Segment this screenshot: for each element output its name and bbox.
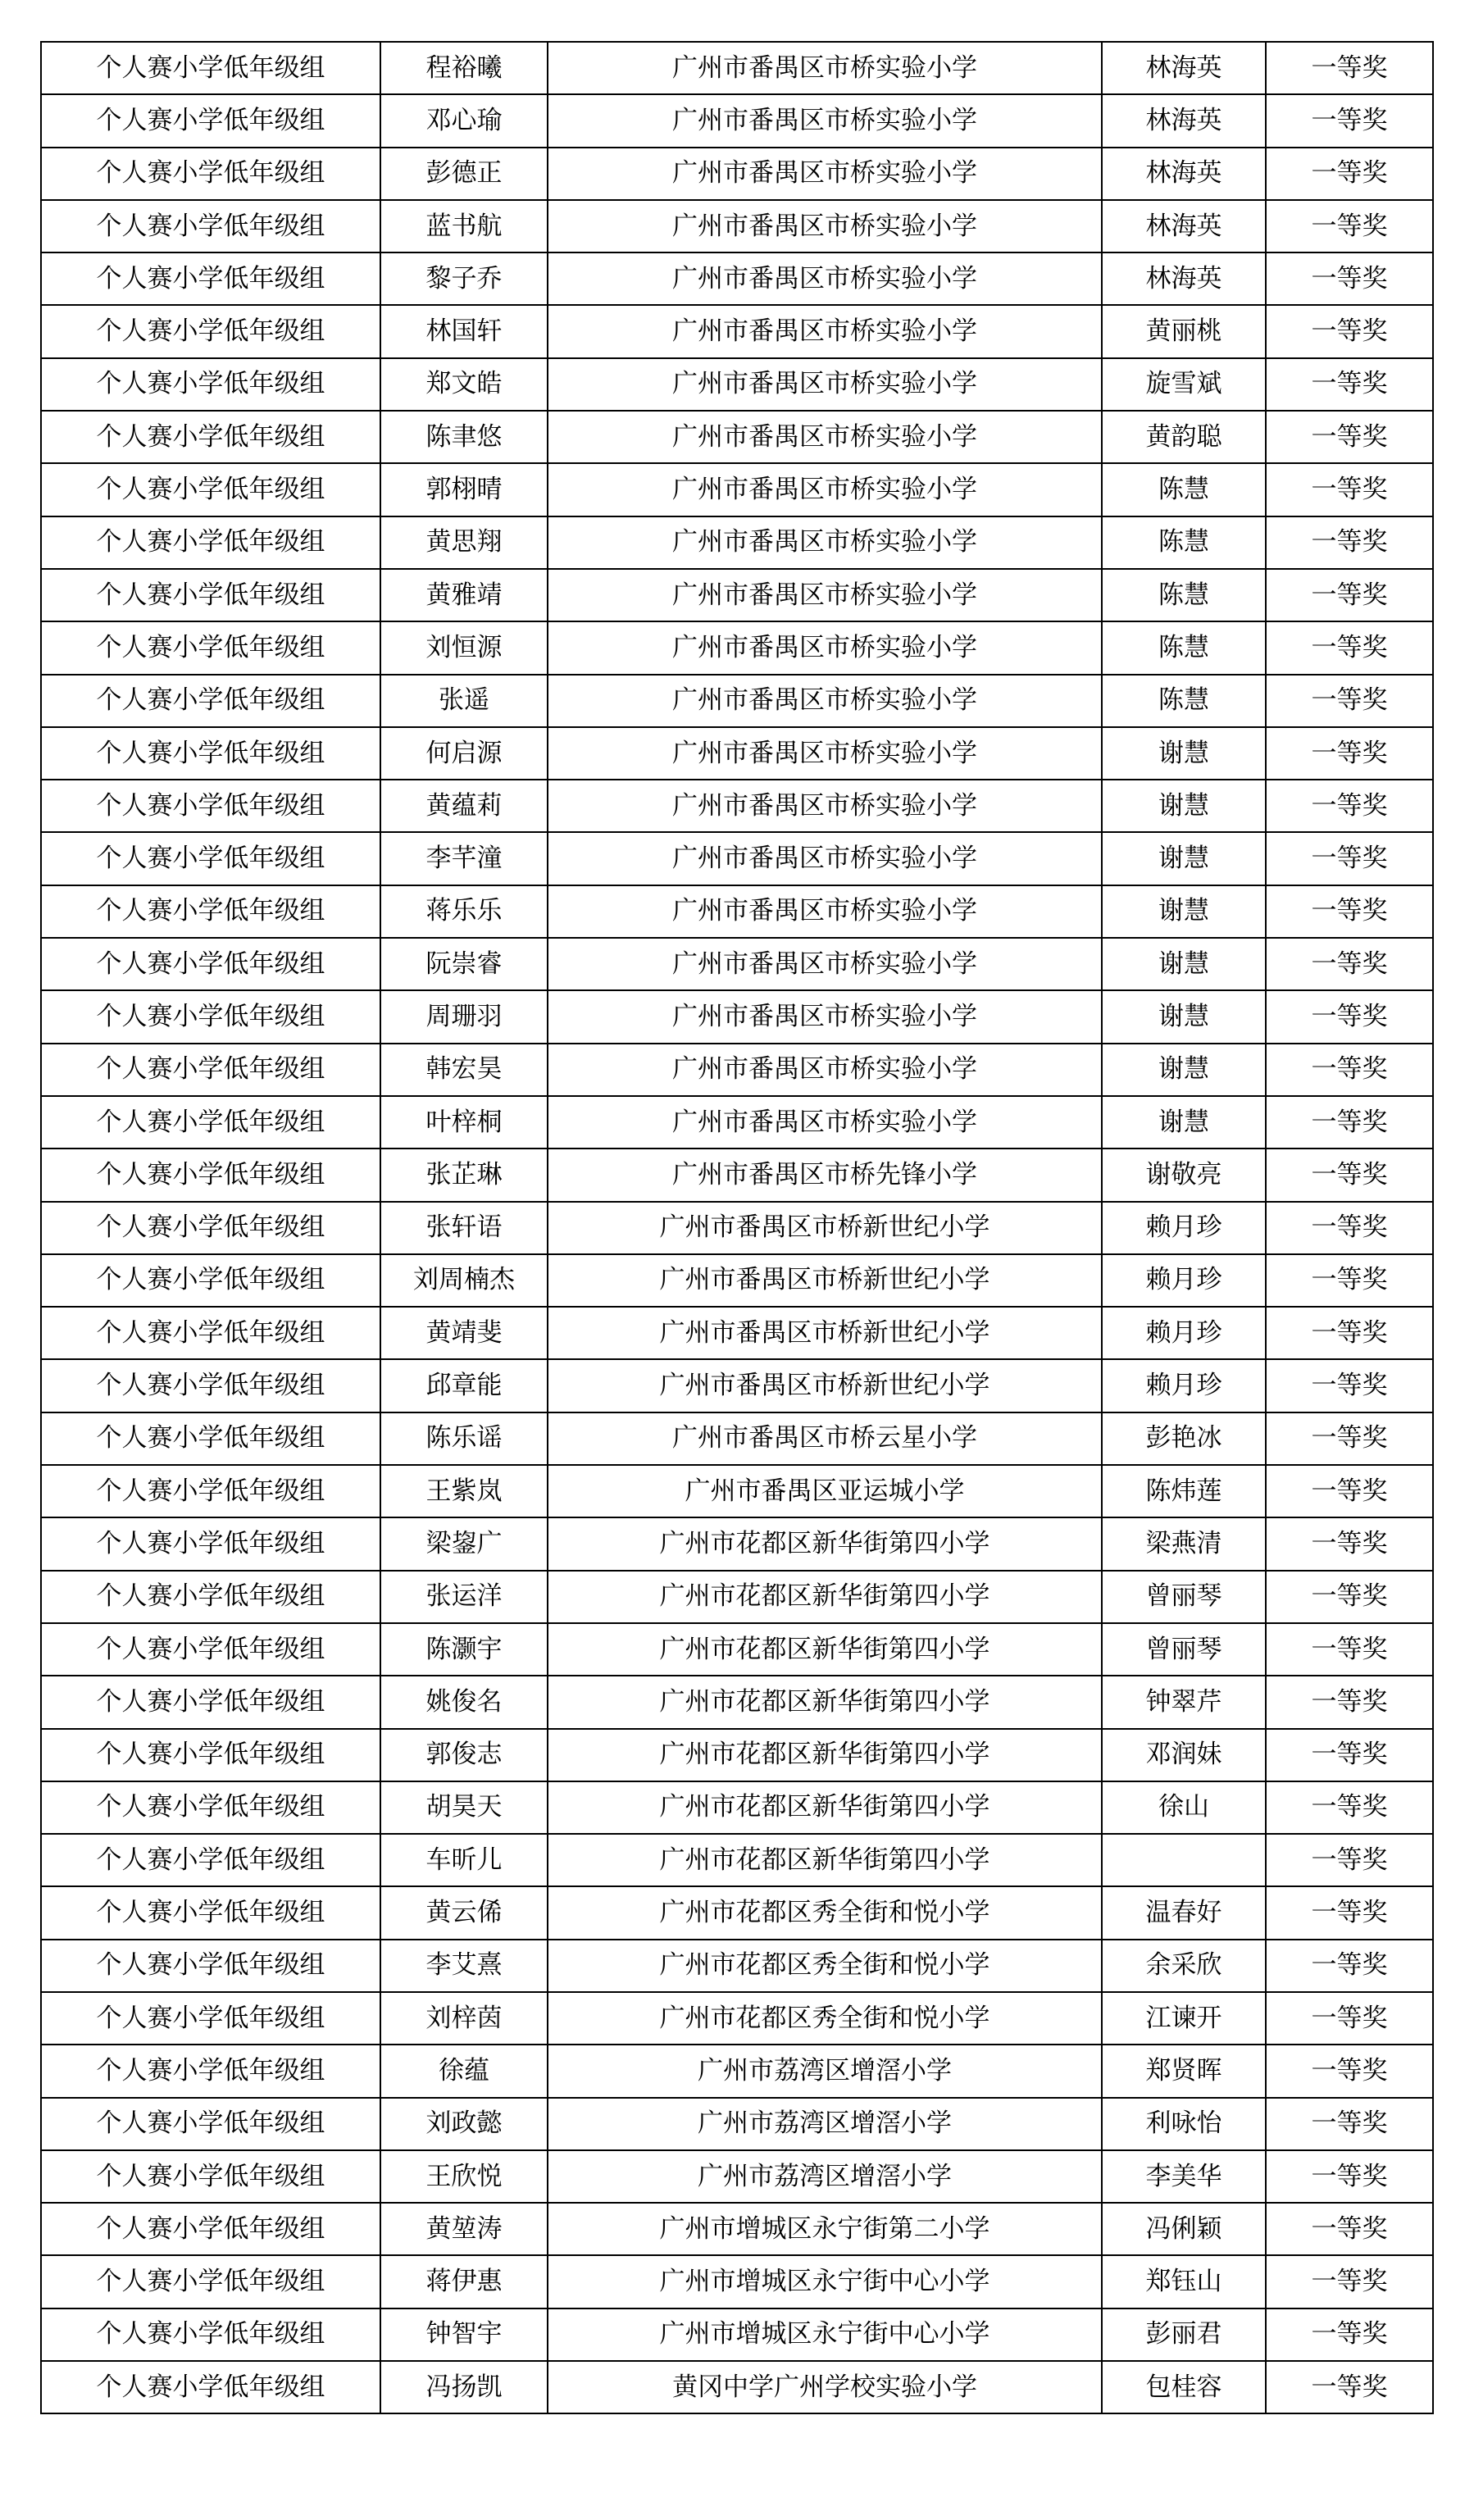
student-name-cell: 何启源 — [380, 727, 548, 780]
school-cell: 广州市番禺区市桥实验小学 — [548, 621, 1102, 674]
teacher-cell: 陈炜莲 — [1102, 1465, 1266, 1517]
student-name-cell: 陈乐谣 — [380, 1412, 548, 1465]
student-name-cell: 邓心瑜 — [380, 94, 548, 147]
student-name-cell: 彭德正 — [380, 148, 548, 200]
student-name-cell: 车昕儿 — [380, 1834, 548, 1886]
school-cell: 广州市番禺区市桥实验小学 — [548, 1096, 1102, 1149]
award-cell: 一等奖 — [1266, 938, 1433, 990]
school-cell: 广州市荔湾区增滘小学 — [548, 2098, 1102, 2150]
table-row — [41, 938, 1433, 990]
school-cell: 广州市番禺区市桥实验小学 — [548, 94, 1102, 147]
table-row — [41, 1096, 1433, 1149]
category-cell: 个人赛小学低年级组 — [41, 2308, 380, 2361]
table-row — [41, 990, 1433, 1043]
teacher-cell: 谢慧 — [1102, 1096, 1266, 1149]
student-name-cell: 冯扬凯 — [380, 2361, 548, 2413]
table-row — [41, 1465, 1433, 1517]
award-cell: 一等奖 — [1266, 2045, 1433, 2097]
category-cell: 个人赛小学低年级组 — [41, 885, 380, 938]
student-name-cell: 黄靖斐 — [380, 1307, 548, 1359]
award-cell: 一等奖 — [1266, 2361, 1433, 2413]
teacher-cell: 余采欣 — [1102, 1940, 1266, 1992]
category-cell: 个人赛小学低年级组 — [41, 2255, 380, 2308]
category-cell: 个人赛小学低年级组 — [41, 1886, 380, 1939]
student-name-cell: 黄堃涛 — [380, 2203, 548, 2255]
award-cell: 一等奖 — [1266, 94, 1433, 147]
student-name-cell: 徐蕴 — [380, 2045, 548, 2097]
student-name-cell: 胡昊天 — [380, 1781, 548, 1834]
category-cell: 个人赛小学低年级组 — [41, 1940, 380, 1992]
table-row — [41, 516, 1433, 569]
school-cell: 广州市番禺区市桥云星小学 — [548, 1412, 1102, 1465]
school-cell: 广州市番禺区市桥先锋小学 — [548, 1149, 1102, 1201]
school-cell: 广州市番禺区市桥实验小学 — [548, 148, 1102, 200]
student-name-cell: 郭俊志 — [380, 1729, 548, 1781]
school-cell: 广州市花都区秀全街和悦小学 — [548, 1992, 1102, 2045]
student-name-cell: 蒋伊惠 — [380, 2255, 548, 2308]
student-name-cell: 郭栩晴 — [380, 463, 548, 516]
award-cell: 一等奖 — [1266, 885, 1433, 938]
student-name-cell: 郑文皓 — [380, 358, 548, 411]
award-cell: 一等奖 — [1266, 1886, 1433, 1939]
category-cell: 个人赛小学低年级组 — [41, 832, 380, 885]
award-cell: 一等奖 — [1266, 1307, 1433, 1359]
school-cell: 黄冈中学广州学校实验小学 — [548, 2361, 1102, 2413]
school-cell: 广州市番禺区市桥新世纪小学 — [548, 1202, 1102, 1254]
category-cell: 个人赛小学低年级组 — [41, 621, 380, 674]
table-row — [41, 463, 1433, 516]
teacher-cell: 谢慧 — [1102, 1044, 1266, 1096]
category-cell: 个人赛小学低年级组 — [41, 2203, 380, 2255]
award-list-table — [40, 41, 1434, 2414]
category-cell: 个人赛小学低年级组 — [41, 1412, 380, 1465]
student-name-cell: 张轩语 — [380, 1202, 548, 1254]
school-cell: 广州市番禺区市桥实验小学 — [548, 885, 1102, 938]
table-row — [41, 2361, 1433, 2413]
teacher-cell: 黄丽桃 — [1102, 305, 1266, 357]
student-name-cell: 邱章能 — [380, 1359, 548, 1412]
school-cell: 广州市番禺区市桥实验小学 — [548, 990, 1102, 1043]
teacher-cell: 包桂容 — [1102, 2361, 1266, 2413]
table-row — [41, 1412, 1433, 1465]
table-row — [41, 2203, 1433, 2255]
teacher-cell: 林海英 — [1102, 148, 1266, 200]
teacher-cell: 黄韵聪 — [1102, 411, 1266, 463]
student-name-cell: 刘梓茵 — [380, 1992, 548, 2045]
table-row — [41, 885, 1433, 938]
teacher-cell: 赖月珍 — [1102, 1202, 1266, 1254]
student-name-cell: 王欣悦 — [380, 2150, 548, 2203]
school-cell: 广州市番禺区市桥实验小学 — [548, 1044, 1102, 1096]
award-cell: 一等奖 — [1266, 1096, 1433, 1149]
teacher-cell: 谢慧 — [1102, 780, 1266, 832]
award-cell: 一等奖 — [1266, 1465, 1433, 1517]
table-row — [41, 675, 1433, 727]
award-cell: 一等奖 — [1266, 1517, 1433, 1570]
award-cell: 一等奖 — [1266, 1940, 1433, 1992]
category-cell: 个人赛小学低年级组 — [41, 780, 380, 832]
school-cell: 广州市番禺区市桥实验小学 — [548, 200, 1102, 252]
teacher-cell: 彭艳冰 — [1102, 1412, 1266, 1465]
award-cell: 一等奖 — [1266, 516, 1433, 569]
teacher-cell: 陈慧 — [1102, 621, 1266, 674]
table-row — [41, 2255, 1433, 2308]
table-row — [41, 1623, 1433, 1676]
school-cell: 广州市花都区新华街第四小学 — [548, 1676, 1102, 1728]
category-cell: 个人赛小学低年级组 — [41, 1044, 380, 1096]
award-cell: 一等奖 — [1266, 463, 1433, 516]
table-row — [41, 1781, 1433, 1834]
award-cell: 一等奖 — [1266, 2150, 1433, 2203]
teacher-cell: 曾丽琴 — [1102, 1623, 1266, 1676]
award-cell: 一等奖 — [1266, 990, 1433, 1043]
category-cell: 个人赛小学低年级组 — [41, 305, 380, 357]
category-cell: 个人赛小学低年级组 — [41, 1992, 380, 2045]
student-name-cell: 陈灏宇 — [380, 1623, 548, 1676]
award-cell: 一等奖 — [1266, 1149, 1433, 1201]
student-name-cell: 韩宏昊 — [380, 1044, 548, 1096]
category-cell: 个人赛小学低年级组 — [41, 1359, 380, 1412]
student-name-cell: 李艾熹 — [380, 1940, 548, 1992]
award-cell: 一等奖 — [1266, 2098, 1433, 2150]
teacher-cell: 徐山 — [1102, 1781, 1266, 1834]
teacher-cell: 谢慧 — [1102, 832, 1266, 885]
category-cell: 个人赛小学低年级组 — [41, 2045, 380, 2097]
teacher-cell: 冯俐颖 — [1102, 2203, 1266, 2255]
award-cell: 一等奖 — [1266, 1781, 1433, 1834]
student-name-cell: 叶梓桐 — [380, 1096, 548, 1149]
award-cell: 一等奖 — [1266, 1044, 1433, 1096]
teacher-cell: 陈慧 — [1102, 463, 1266, 516]
award-cell: 一等奖 — [1266, 1412, 1433, 1465]
teacher-cell: 谢敬亮 — [1102, 1149, 1266, 1201]
student-name-cell: 黄雅靖 — [380, 569, 548, 621]
award-cell: 一等奖 — [1266, 358, 1433, 411]
school-cell: 广州市番禺区市桥实验小学 — [548, 252, 1102, 305]
school-cell: 广州市番禺区市桥实验小学 — [548, 411, 1102, 463]
table-row — [41, 832, 1433, 885]
school-cell: 广州市花都区新华街第四小学 — [548, 1729, 1102, 1781]
table-row — [41, 1254, 1433, 1307]
award-cell: 一等奖 — [1266, 1623, 1433, 1676]
teacher-cell: 陈慧 — [1102, 569, 1266, 621]
table-row — [41, 1307, 1433, 1359]
award-cell: 一等奖 — [1266, 305, 1433, 357]
table-row — [41, 148, 1433, 200]
school-cell: 广州市花都区新华街第四小学 — [548, 1623, 1102, 1676]
table-row — [41, 42, 1433, 94]
award-cell: 一等奖 — [1266, 1254, 1433, 1307]
teacher-cell: 谢慧 — [1102, 990, 1266, 1043]
teacher-cell: 谢慧 — [1102, 727, 1266, 780]
school-cell: 广州市花都区新华街第四小学 — [548, 1571, 1102, 1623]
category-cell: 个人赛小学低年级组 — [41, 1149, 380, 1201]
teacher-cell: 旋雪斌 — [1102, 358, 1266, 411]
award-cell: 一等奖 — [1266, 727, 1433, 780]
teacher-cell: 邓润妹 — [1102, 1729, 1266, 1781]
table-row — [41, 2098, 1433, 2150]
student-name-cell: 梁鋆广 — [380, 1517, 548, 1570]
table-row — [41, 780, 1433, 832]
school-cell: 广州市番禺区市桥实验小学 — [548, 675, 1102, 727]
table-row — [41, 1940, 1433, 1992]
school-cell: 广州市番禺区市桥实验小学 — [548, 305, 1102, 357]
student-name-cell: 姚俊名 — [380, 1676, 548, 1728]
table-row — [41, 1149, 1433, 1201]
school-cell: 广州市番禺区市桥新世纪小学 — [548, 1359, 1102, 1412]
school-cell: 广州市花都区新华街第四小学 — [548, 1781, 1102, 1834]
student-name-cell: 周珊羽 — [380, 990, 548, 1043]
table-row — [41, 1359, 1433, 1412]
award-cell: 一等奖 — [1266, 2255, 1433, 2308]
student-name-cell: 钟智宇 — [380, 2308, 548, 2361]
category-cell: 个人赛小学低年级组 — [41, 1517, 380, 1570]
table-row — [41, 569, 1433, 621]
award-cell: 一等奖 — [1266, 1359, 1433, 1412]
student-name-cell: 刘恒源 — [380, 621, 548, 674]
category-cell: 个人赛小学低年级组 — [41, 990, 380, 1043]
teacher-cell: 赖月珍 — [1102, 1307, 1266, 1359]
table-row — [41, 94, 1433, 147]
award-cell: 一等奖 — [1266, 1729, 1433, 1781]
student-name-cell: 刘周楠杰 — [380, 1254, 548, 1307]
teacher-cell: 赖月珍 — [1102, 1359, 1266, 1412]
student-name-cell: 黄思翔 — [380, 516, 548, 569]
award-cell: 一等奖 — [1266, 621, 1433, 674]
category-cell: 个人赛小学低年级组 — [41, 200, 380, 252]
category-cell: 个人赛小学低年级组 — [41, 938, 380, 990]
award-cell: 一等奖 — [1266, 42, 1433, 94]
teacher-cell: 郑钰山 — [1102, 2255, 1266, 2308]
school-cell: 广州市增城区永宁街中心小学 — [548, 2308, 1102, 2361]
teacher-cell — [1102, 1834, 1266, 1886]
teacher-cell: 梁燕清 — [1102, 1517, 1266, 1570]
award-cell: 一等奖 — [1266, 569, 1433, 621]
table-row — [41, 621, 1433, 674]
category-cell: 个人赛小学低年级组 — [41, 516, 380, 569]
category-cell: 个人赛小学低年级组 — [41, 411, 380, 463]
student-name-cell: 黄蕴莉 — [380, 780, 548, 832]
teacher-cell: 赖月珍 — [1102, 1254, 1266, 1307]
category-cell: 个人赛小学低年级组 — [41, 1729, 380, 1781]
category-cell: 个人赛小学低年级组 — [41, 1096, 380, 1149]
award-cell: 一等奖 — [1266, 1676, 1433, 1728]
category-cell: 个人赛小学低年级组 — [41, 42, 380, 94]
category-cell: 个人赛小学低年级组 — [41, 358, 380, 411]
table-row — [41, 2045, 1433, 2097]
award-cell: 一等奖 — [1266, 780, 1433, 832]
school-cell: 广州市增城区永宁街中心小学 — [548, 2255, 1102, 2308]
award-cell: 一等奖 — [1266, 2203, 1433, 2255]
category-cell: 个人赛小学低年级组 — [41, 1465, 380, 1517]
table-row — [41, 727, 1433, 780]
teacher-cell: 曾丽琴 — [1102, 1571, 1266, 1623]
category-cell: 个人赛小学低年级组 — [41, 1834, 380, 1886]
school-cell: 广州市番禺区市桥实验小学 — [548, 463, 1102, 516]
student-name-cell: 刘政懿 — [380, 2098, 548, 2150]
teacher-cell: 郑贤晖 — [1102, 2045, 1266, 2097]
school-cell: 广州市番禺区市桥实验小学 — [548, 42, 1102, 94]
table-row — [41, 1992, 1433, 2045]
award-cell: 一等奖 — [1266, 675, 1433, 727]
table-row — [41, 1044, 1433, 1096]
category-cell: 个人赛小学低年级组 — [41, 1571, 380, 1623]
award-cell: 一等奖 — [1266, 1571, 1433, 1623]
table-row — [41, 1834, 1433, 1886]
school-cell: 广州市番禺区市桥实验小学 — [548, 780, 1102, 832]
school-cell: 广州市花都区新华街第四小学 — [548, 1834, 1102, 1886]
student-name-cell: 程裕曦 — [380, 42, 548, 94]
student-name-cell: 王紫岚 — [380, 1465, 548, 1517]
school-cell: 广州市番禺区市桥实验小学 — [548, 832, 1102, 885]
category-cell: 个人赛小学低年级组 — [41, 675, 380, 727]
teacher-cell: 江谏开 — [1102, 1992, 1266, 2045]
school-cell: 广州市番禺区市桥新世纪小学 — [548, 1254, 1102, 1307]
student-name-cell: 张芷琳 — [380, 1149, 548, 1201]
school-cell: 广州市番禺区亚运城小学 — [548, 1465, 1102, 1517]
school-cell: 广州市番禺区市桥实验小学 — [548, 938, 1102, 990]
award-cell: 一等奖 — [1266, 148, 1433, 200]
school-cell: 广州市番禺区市桥实验小学 — [548, 569, 1102, 621]
table-row — [41, 1517, 1433, 1570]
teacher-cell: 林海英 — [1102, 42, 1266, 94]
teacher-cell: 钟翠芹 — [1102, 1676, 1266, 1728]
student-name-cell: 黎子乔 — [380, 252, 548, 305]
school-cell: 广州市花都区新华街第四小学 — [548, 1517, 1102, 1570]
table-row — [41, 411, 1433, 463]
table-row — [41, 200, 1433, 252]
category-cell: 个人赛小学低年级组 — [41, 2150, 380, 2203]
category-cell: 个人赛小学低年级组 — [41, 2098, 380, 2150]
category-cell: 个人赛小学低年级组 — [41, 2361, 380, 2413]
teacher-cell: 林海英 — [1102, 94, 1266, 147]
category-cell: 个人赛小学低年级组 — [41, 1202, 380, 1254]
teacher-cell: 林海英 — [1102, 252, 1266, 305]
student-name-cell: 张遥 — [380, 675, 548, 727]
table-row — [41, 1202, 1433, 1254]
award-list-body — [41, 42, 1433, 2413]
teacher-cell: 林海英 — [1102, 200, 1266, 252]
student-name-cell: 阮崇睿 — [380, 938, 548, 990]
school-cell: 广州市番禺区市桥实验小学 — [548, 727, 1102, 780]
student-name-cell: 陈聿悠 — [380, 411, 548, 463]
table-row — [41, 1571, 1433, 1623]
table-row — [41, 305, 1433, 357]
table-row — [41, 1729, 1433, 1781]
table-row — [41, 2150, 1433, 2203]
table-row — [41, 1886, 1433, 1939]
category-cell: 个人赛小学低年级组 — [41, 252, 380, 305]
category-cell: 个人赛小学低年级组 — [41, 1781, 380, 1834]
table-row — [41, 358, 1433, 411]
student-name-cell: 林国轩 — [380, 305, 548, 357]
school-cell: 广州市番禺区市桥实验小学 — [548, 358, 1102, 411]
award-cell: 一等奖 — [1266, 1202, 1433, 1254]
teacher-cell: 谢慧 — [1102, 938, 1266, 990]
school-cell: 广州市荔湾区增滘小学 — [548, 2045, 1102, 2097]
category-cell: 个人赛小学低年级组 — [41, 1307, 380, 1359]
student-name-cell: 蒋乐乐 — [380, 885, 548, 938]
award-cell: 一等奖 — [1266, 2308, 1433, 2361]
award-cell: 一等奖 — [1266, 1992, 1433, 2045]
teacher-cell: 李美华 — [1102, 2150, 1266, 2203]
teacher-cell: 利咏怡 — [1102, 2098, 1266, 2150]
school-cell: 广州市番禺区市桥新世纪小学 — [548, 1307, 1102, 1359]
award-cell: 一等奖 — [1266, 252, 1433, 305]
school-cell: 广州市花都区秀全街和悦小学 — [548, 1940, 1102, 1992]
category-cell: 个人赛小学低年级组 — [41, 727, 380, 780]
award-cell: 一等奖 — [1266, 411, 1433, 463]
student-name-cell: 黄云俙 — [380, 1886, 548, 1939]
teacher-cell: 谢慧 — [1102, 885, 1266, 938]
category-cell: 个人赛小学低年级组 — [41, 94, 380, 147]
teacher-cell: 彭丽君 — [1102, 2308, 1266, 2361]
table-row — [41, 252, 1433, 305]
category-cell: 个人赛小学低年级组 — [41, 1254, 380, 1307]
category-cell: 个人赛小学低年级组 — [41, 463, 380, 516]
school-cell: 广州市番禺区市桥实验小学 — [548, 516, 1102, 569]
award-cell: 一等奖 — [1266, 832, 1433, 885]
student-name-cell: 蓝书航 — [380, 200, 548, 252]
school-cell: 广州市花都区秀全街和悦小学 — [548, 1886, 1102, 1939]
category-cell: 个人赛小学低年级组 — [41, 569, 380, 621]
teacher-cell: 温春好 — [1102, 1886, 1266, 1939]
teacher-cell: 陈慧 — [1102, 516, 1266, 569]
school-cell: 广州市增城区永宁街第二小学 — [548, 2203, 1102, 2255]
category-cell: 个人赛小学低年级组 — [41, 1623, 380, 1676]
student-name-cell: 李芊潼 — [380, 832, 548, 885]
table-row — [41, 2308, 1433, 2361]
teacher-cell: 陈慧 — [1102, 675, 1266, 727]
student-name-cell: 张运洋 — [380, 1571, 548, 1623]
category-cell: 个人赛小学低年级组 — [41, 1676, 380, 1728]
award-cell: 一等奖 — [1266, 200, 1433, 252]
table-row — [41, 1676, 1433, 1728]
award-cell: 一等奖 — [1266, 1834, 1433, 1886]
category-cell: 个人赛小学低年级组 — [41, 148, 380, 200]
school-cell: 广州市荔湾区增滘小学 — [548, 2150, 1102, 2203]
